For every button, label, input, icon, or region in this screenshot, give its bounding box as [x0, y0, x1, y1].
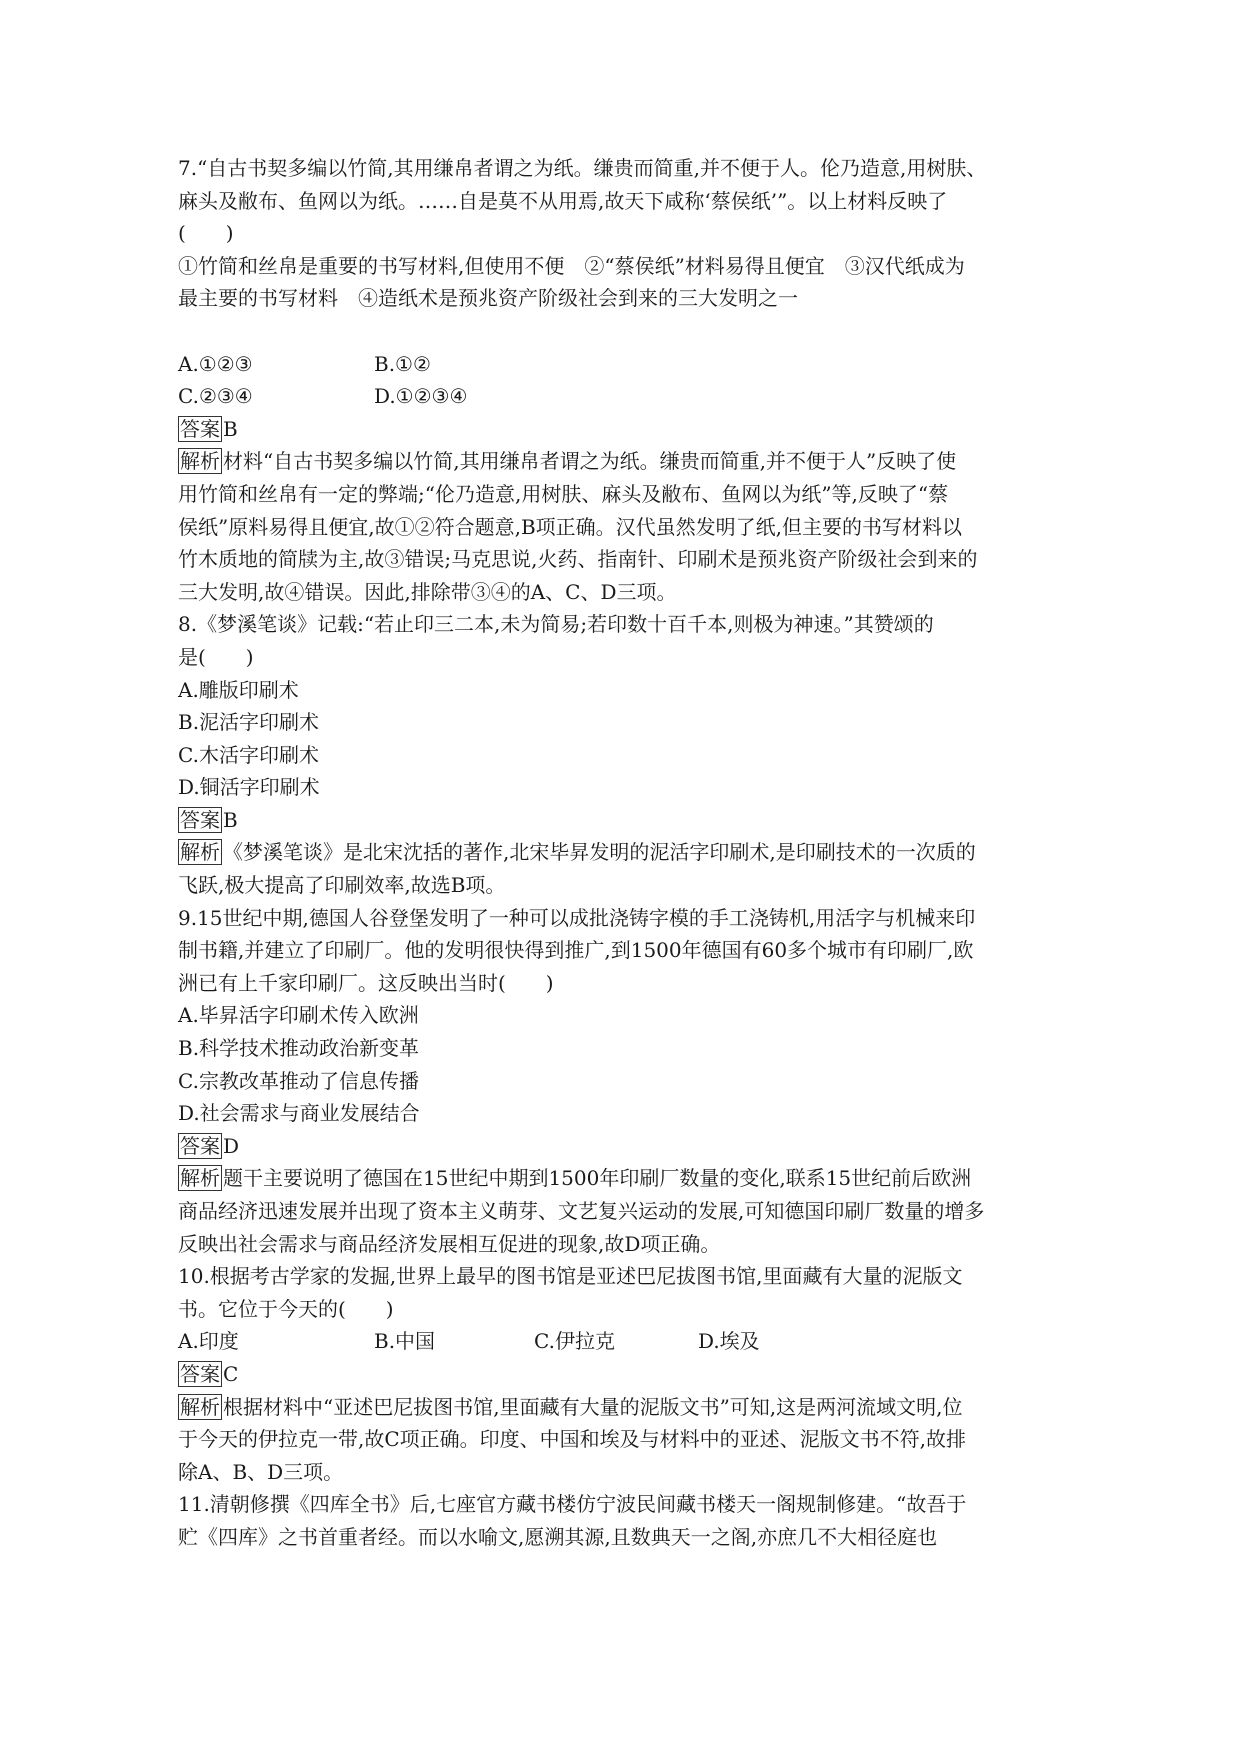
statements-line: 最主要的书写材料 ④造纸术是预兆资产阶级社会到来的三大发明之一 — [178, 286, 798, 311]
question-11 — [178, 1488, 1070, 1553]
answer-line — [178, 413, 1070, 446]
analysis-label: 解析 — [180, 449, 220, 474]
analysis-line — [178, 445, 1070, 478]
analysis-line: 用竹简和丝帛有一定的弊端;“伦乃造意,用树肤、麻头及敝布、鱼网以为纸”等,反映了“蔡 — [178, 481, 949, 506]
options-row — [178, 348, 1070, 381]
option-c: C.木活字印刷术 — [178, 742, 319, 767]
question-stem-line: 7.“自古书契多编以竹简,其用缣帛者谓之为纸。缣贵而简重,并不便于人。伦乃造意,用树肤、 — [178, 156, 987, 180]
option-c: C.②③④ — [178, 384, 253, 409]
analysis-text: 根据材料中“亚述巴尼拔图书馆,里面藏有大量的泥版文书”可知,这是两河流域文明,位 — [223, 1394, 963, 1419]
analysis-line: 飞跃,极大提高了印刷效率,故选B项。 — [178, 873, 506, 898]
answer-line — [178, 804, 1070, 837]
analysis-line: 三大发明,故④错误。因此,排除带③④的A、C、D三项。 — [178, 579, 677, 604]
option-d: D.①②③④ — [374, 384, 468, 409]
analysis-line — [178, 1391, 1070, 1424]
option-b: B.①② — [374, 351, 431, 376]
option-b: B.科学技术推动政治新变革 — [178, 1036, 420, 1061]
analysis-line — [178, 836, 1070, 869]
option-b: B.泥活字印刷术 — [178, 710, 320, 735]
question-stem-line: 麻头及敝布、鱼网以为纸。……自是莫不从用焉,故天下咸称‘蔡侯纸’”。以上材料反映了 — [178, 188, 948, 213]
answer-label: 答案 — [180, 1361, 220, 1386]
question-stem-line: ( ) — [178, 221, 234, 246]
options-row — [178, 1325, 1070, 1358]
answer-line — [178, 1130, 1070, 1163]
question-stem-line: 书。它位于今天的( ) — [178, 1296, 394, 1321]
analysis-line — [178, 1162, 1070, 1195]
analysis-line: 商品经济迅速发展并出现了资本主义萌芽、文艺复兴运动的发展,可知德国印刷厂数量的增多 — [178, 1199, 985, 1223]
option-c: C.宗教改革推动了信息传播 — [178, 1068, 419, 1093]
analysis-line: 反映出社会需求与商品经济发展相互促进的现象,故D项正确。 — [178, 1231, 721, 1256]
answer-value: D — [223, 1133, 240, 1158]
analysis-label: 解析 — [180, 1166, 220, 1191]
analysis-text: 材料“自古书契多编以竹简,其用缣帛者谓之为纸。缣贵而简重,并不便于人”反映了使 — [223, 449, 957, 474]
question-stem-line: 11.清朝修撰《四库全书》后,七座官方藏书楼仿宁波民间藏书楼天一阁规制修建。“故吾于 — [178, 1492, 967, 1517]
option-c: C.伊拉克 — [534, 1329, 615, 1354]
analysis-label: 解析 — [180, 840, 220, 865]
question-7 — [178, 152, 1070, 608]
question-stem-line: 10.根据考古学家的发掘,世界上最早的图书馆是亚述巴尼拔图书馆,里面藏有大量的泥版文 — [178, 1264, 963, 1289]
analysis-line: 侯纸”原料易得且便宜,故①②符合题意,B项正确。汉代虽然发明了纸,但主要的书写材料以 — [178, 514, 962, 539]
question-stem-line: 制书籍,并建立了印刷厂。他的发明很快得到推广,到1500年德国有60多个城市有印刷厂,欧 — [178, 938, 974, 963]
answer-value: B — [223, 807, 238, 832]
analysis-label: 解析 — [180, 1394, 220, 1419]
analysis-line: 除A、B、D三项。 — [178, 1459, 344, 1484]
option-a: A.毕昇活字印刷术传入欧洲 — [178, 1003, 419, 1028]
question-stem-line: 洲已有上千家印刷厂。这反映出当时( ) — [178, 970, 554, 995]
analysis-text: 题干主要说明了德国在15世纪中期到1500年印刷厂数量的变化,联系15世纪前后欧洲 — [223, 1166, 972, 1191]
option-d: D.铜活字印刷术 — [178, 775, 320, 800]
option-a: A.印度 — [178, 1329, 239, 1354]
document-page — [178, 152, 1070, 1554]
statements-line: ①竹简和丝帛是重要的书写材料,但使用不便 ②“蔡侯纸”材料易得且便宜 ③汉代纸成为 — [178, 253, 965, 278]
question-8 — [178, 608, 1070, 901]
analysis-line: 竹木质地的简牍为主,故③错误;马克思说,火药、指南针、印刷术是预兆资产阶级社会到来的 — [178, 547, 978, 572]
answer-label: 答案 — [180, 416, 220, 441]
question-stem-line: 贮《四库》之书首重者经。而以水喻文,愿溯其源,且数典天一之阁,亦庶几不大相径庭也 — [178, 1524, 938, 1549]
question-stem-line: 是( ) — [178, 644, 254, 669]
answer-label: 答案 — [180, 807, 220, 832]
answer-value: B — [223, 416, 238, 441]
option-d: D.埃及 — [698, 1329, 760, 1354]
option-a: A.雕版印刷术 — [178, 677, 299, 702]
options-row — [178, 380, 1070, 413]
spacer — [178, 315, 1070, 348]
option-d: D.社会需求与商业发展结合 — [178, 1101, 420, 1126]
answer-value: C — [223, 1361, 239, 1386]
answer-label: 答案 — [180, 1133, 220, 1158]
analysis-line: 于今天的伊拉克一带,故C项正确。印度、中国和埃及与材料中的亚述、泥版文书不符,故排 — [178, 1427, 967, 1452]
answer-line — [178, 1358, 1070, 1391]
option-a: A.①②③ — [178, 351, 253, 376]
question-stem-line: 8.《梦溪笔谈》记载:“若止印三二本,未为简易;若印数十百千本,则极为神速。”其赞颂的 — [178, 612, 934, 637]
question-10 — [178, 1260, 1070, 1488]
question-stem-line: 9.15世纪中期,德国人谷登堡发明了一种可以成批浇铸字模的手工浇铸机,用活字与机械来印 — [178, 905, 976, 930]
analysis-text: 《梦溪笔谈》是北宋沈括的著作,北宋毕昇发明的泥活字印刷术,是印刷技术的一次质的 — [223, 840, 976, 865]
option-b: B.中国 — [374, 1329, 436, 1354]
question-9 — [178, 902, 1070, 1261]
